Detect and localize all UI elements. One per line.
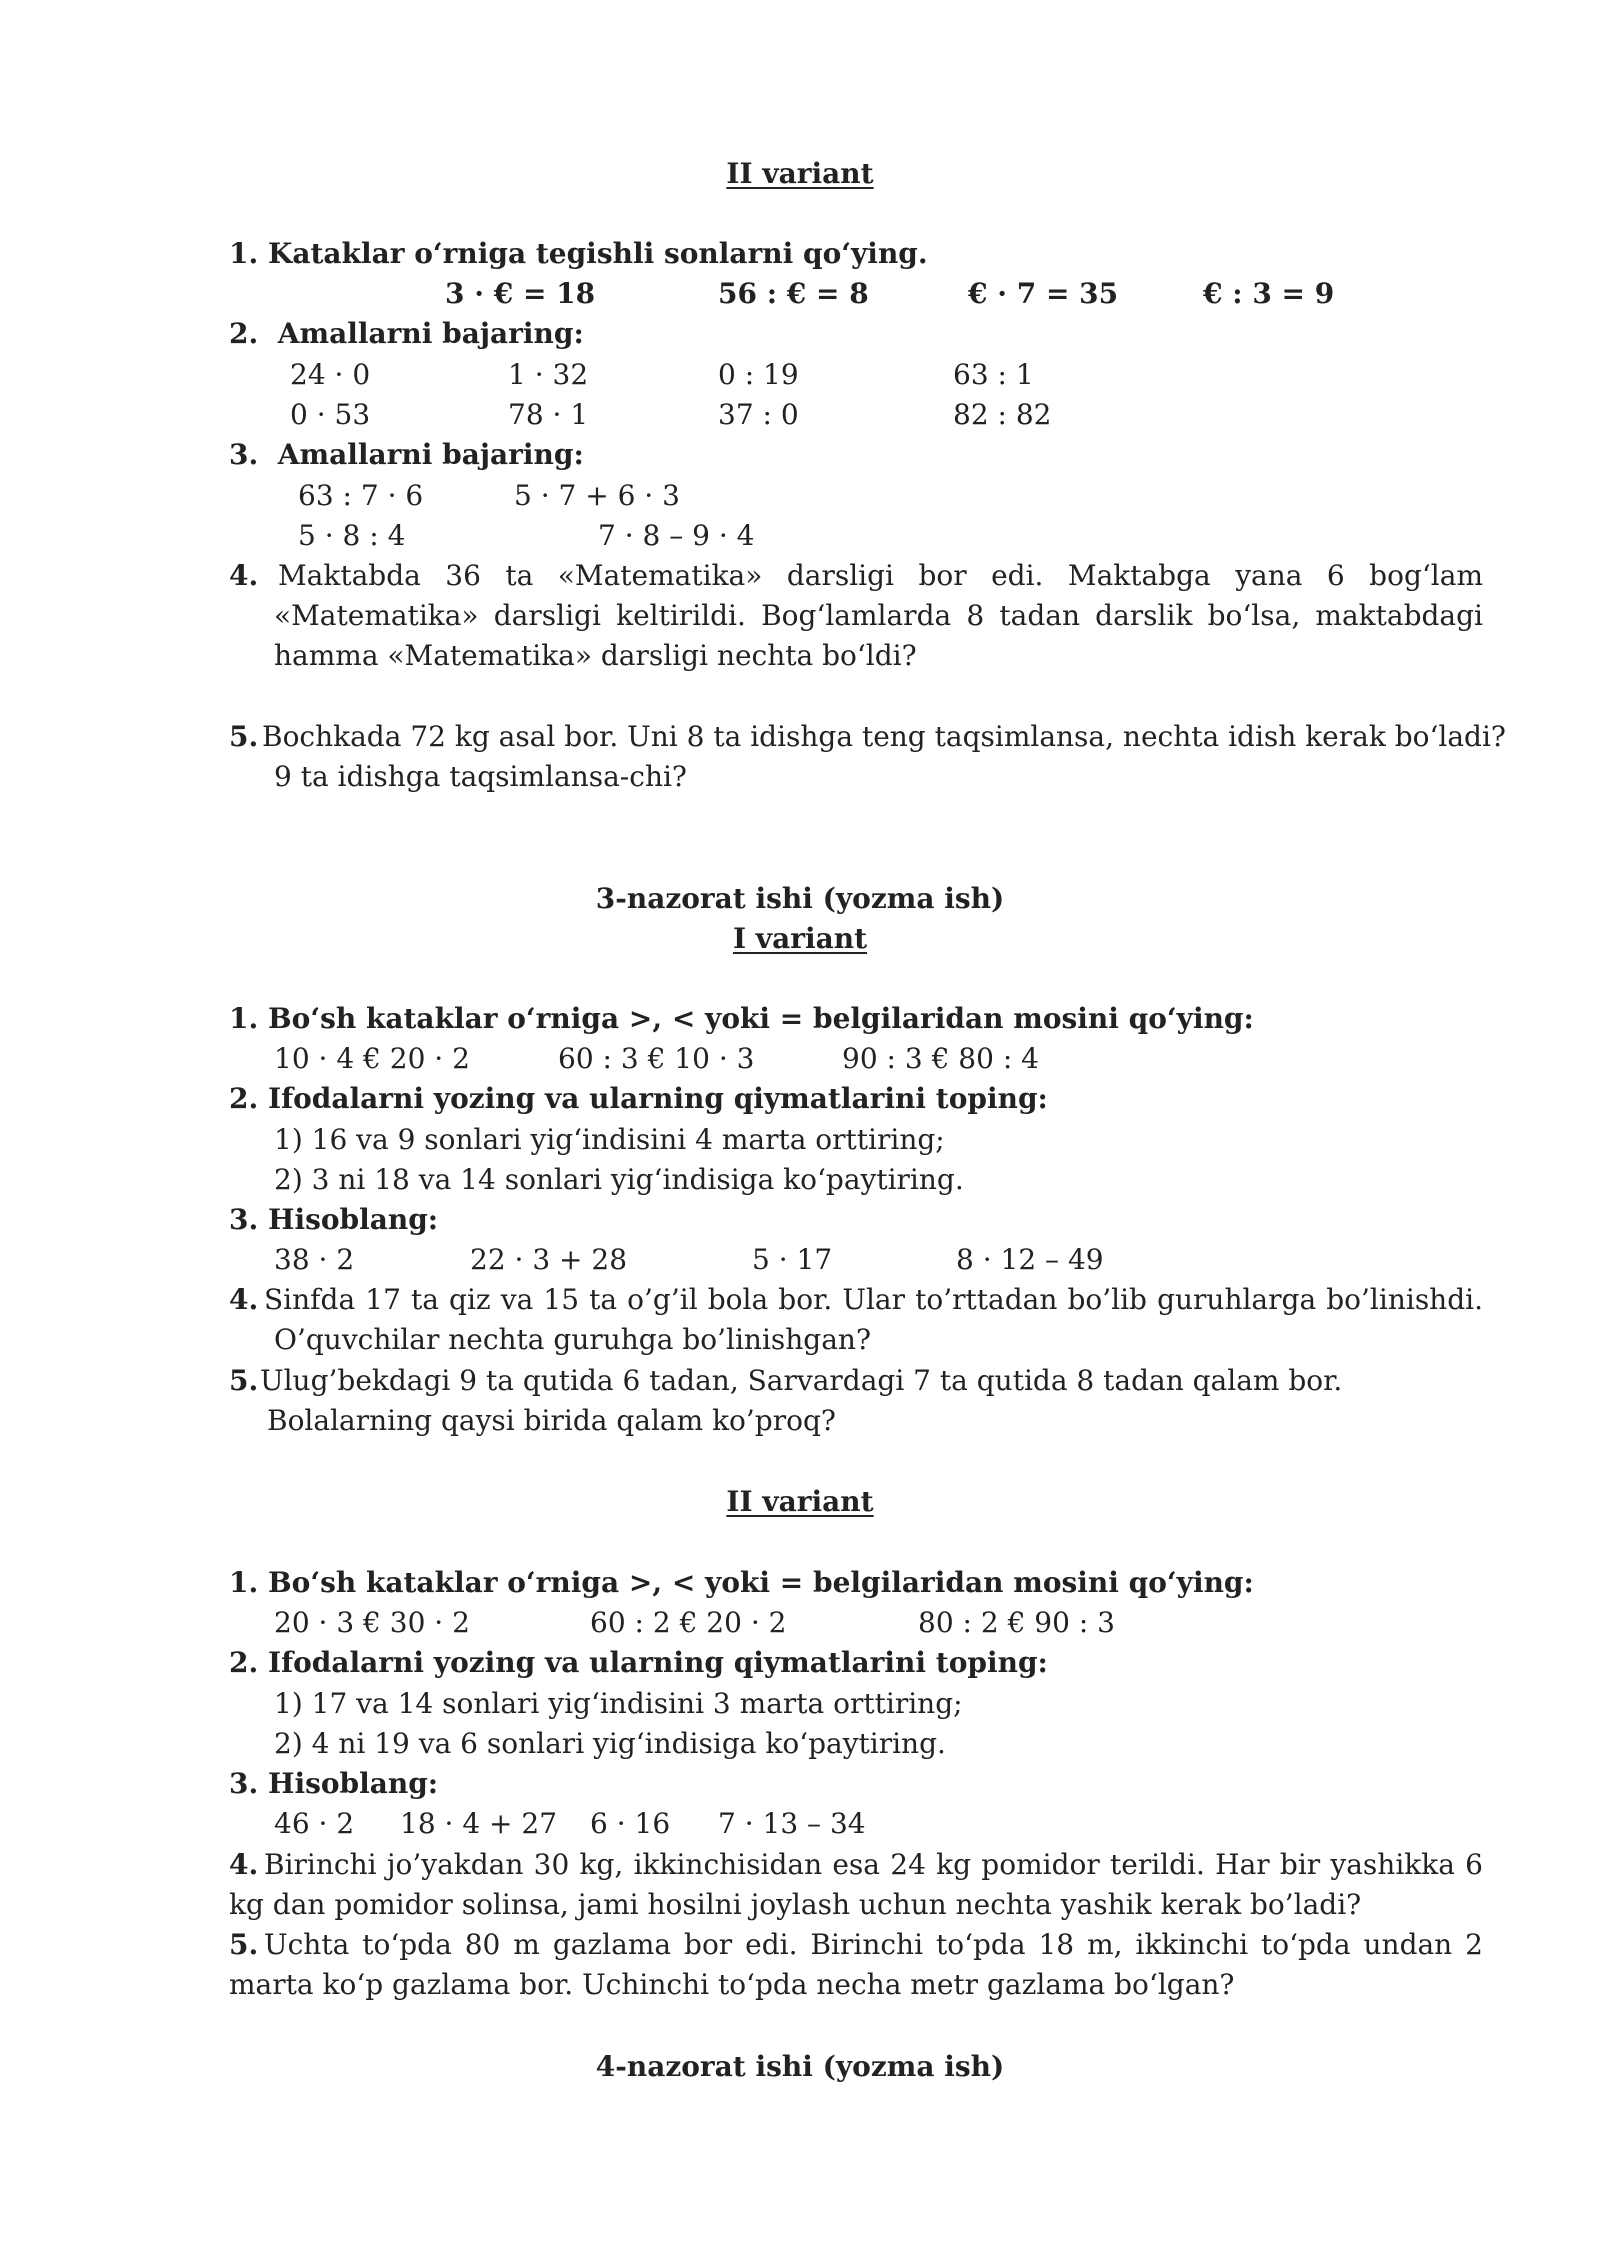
variant-heading: I variant — [732, 922, 868, 955]
task-text: Hisoblang: — [267, 1203, 439, 1236]
task-number: 1. — [229, 1002, 259, 1035]
task-text-line: 9 ta idishga taqsimlansa-chi? — [274, 760, 687, 793]
expression: € : 3 = 9 — [1203, 277, 1335, 310]
comparison: 10 · 4 € 20 · 2 — [274, 1042, 470, 1075]
task-number: 3. — [229, 1203, 259, 1236]
subtask: 1) 17 va 14 sonlari yig‘indisini 3 marta orttiring; — [274, 1687, 963, 1720]
expression: 5 · 7 + 6 · 3 — [514, 479, 680, 512]
task-number: 4. — [229, 1283, 259, 1316]
task-number: 4. — [229, 559, 259, 592]
expression: 0 · 53 — [290, 398, 371, 431]
task-text: Amallarni bajaring: — [277, 317, 584, 350]
task-number: 1. — [229, 1566, 259, 1599]
expression: 82 : 82 — [953, 398, 1052, 431]
task-number: 2. — [229, 317, 259, 350]
task-3 — [229, 1764, 438, 1804]
expression: 63 : 1 — [953, 358, 1034, 391]
expression: 56 : € = 8 — [718, 277, 869, 310]
expression: 78 · 1 — [508, 398, 589, 431]
task-number: 5. — [229, 1928, 259, 1961]
task-text-line: Sinfda 17 ta qiz va 15 ta o’g’il bola bor. Ular to’rttadan bo’lib guruhlarga bo’linishdi. — [264, 1283, 1483, 1316]
task-1 — [229, 234, 928, 274]
section-title: 3-nazorat ishi (yozma ish) — [595, 882, 1005, 915]
expression: 5 · 8 : 4 — [298, 519, 406, 552]
expression: 46 · 2 — [274, 1807, 355, 1840]
task-2 — [229, 314, 584, 354]
task-text-line: Birinchi jo’yakdan 30 kg, ikkinchisidan esa 24 kg pomidor terildi. Har bir yashikka 6 — [264, 1848, 1483, 1881]
variant-heading: II variant — [726, 1485, 874, 1518]
task-text: Ifodalarni yozing va ularning qiymatlarini toping: — [267, 1646, 1048, 1679]
expression: 6 · 16 — [590, 1807, 671, 1840]
task-1 — [229, 999, 1254, 1039]
task-text-line: Bochkada 72 kg asal bor. Uni 8 ta idishga teng taqsimlansa, nechta idish kerak bo‘ladi? — [262, 720, 1506, 753]
task-3 — [229, 1200, 438, 1240]
task-text: Ifodalarni yozing va ularning qiymatlarini toping: — [267, 1082, 1048, 1115]
task-text: Amallarni bajaring: — [277, 438, 584, 471]
expression: 8 · 12 – 49 — [956, 1243, 1104, 1276]
task-text-line: O’quvchilar nechta guruhga bo’linishgan? — [274, 1323, 871, 1356]
task-3 — [229, 435, 584, 475]
comparison: 80 : 2 € 90 : 3 — [918, 1606, 1115, 1639]
task-text-line: kg dan pomidor solinsa, jami hosilni joylash uchun nechta yashik kerak bo’ladi? — [229, 1888, 1362, 1921]
expression: 37 : 0 — [718, 398, 799, 431]
task-number: 2. — [229, 1646, 259, 1679]
task-number: 5. — [229, 1364, 259, 1397]
expression: 24 · 0 — [290, 358, 371, 391]
expression: 7 · 8 – 9 · 4 — [598, 519, 755, 552]
task-text: Kataklar o‘rniga tegishli sonlarni qo‘ying. — [267, 237, 928, 270]
subtask: 2) 3 ni 18 va 14 sonlari yig‘indisiga ko‘paytiring. — [274, 1163, 964, 1196]
task-text-line: marta ko‘p gazlama bor. Uchinchi to‘pda necha metr gazlama bo‘lgan? — [229, 1968, 1235, 2001]
expression: € · 7 = 35 — [968, 277, 1119, 310]
task-2 — [229, 1079, 1048, 1119]
expression: 18 · 4 + 27 — [400, 1807, 558, 1840]
task-number: 3. — [229, 1767, 259, 1800]
expression: 0 : 19 — [718, 358, 799, 391]
comparison: 90 : 3 € 80 : 4 — [842, 1042, 1039, 1075]
expression: 5 · 17 — [752, 1243, 833, 1276]
task-number: 2. — [229, 1082, 259, 1115]
section-title: 4-nazorat ishi (yozma ish) — [595, 2050, 1005, 2083]
task-text-line: hamma «Matematika» darsligi nechta bo‘ldi? — [274, 639, 917, 672]
variant-heading: II variant — [726, 157, 874, 190]
expression: 38 · 2 — [274, 1243, 355, 1276]
comparison: 60 : 3 € 10 · 3 — [558, 1042, 755, 1075]
expression: 63 : 7 · 6 — [298, 479, 424, 512]
task-text: Bo‘sh kataklar o‘rniga >, < yoki = belgilaridan mosini qo‘ying: — [267, 1002, 1254, 1035]
task-text-line: Uchta to‘pda 80 m gazlama bor edi. Birinchi to‘pda 18 m, ikkinchi to‘pda undan 2 — [264, 1928, 1483, 1961]
expression: 7 · 13 – 34 — [718, 1807, 866, 1840]
comparison: 60 : 2 € 20 · 2 — [590, 1606, 787, 1639]
expression: 3 · € = 18 — [445, 277, 596, 310]
task-text-line: Bolalarning qaysi birida qalam ko’proq? — [267, 1404, 836, 1437]
task-text-line: Ulug’bekdagi 9 ta qutida 6 tadan, Sarvardagi 7 ta qutida 8 tadan qalam bor. — [260, 1364, 1343, 1397]
comparison: 20 · 3 € 30 · 2 — [274, 1606, 470, 1639]
expression: 1 · 32 — [508, 358, 589, 391]
task-text-line: «Matematika» darsligi keltirildi. Bog‘lamlarda 8 tadan darslik bo‘lsa, maktabdagi — [274, 599, 1483, 632]
expression: 22 · 3 + 28 — [470, 1243, 628, 1276]
subtask: 2) 4 ni 19 va 6 sonlari yig‘indisiga ko‘paytiring. — [274, 1727, 946, 1760]
task-2 — [229, 1643, 1048, 1683]
task-text: Hisoblang: — [267, 1767, 439, 1800]
task-text-line: Maktabda 36 ta «Matematika» darsligi bor edi. Maktabga yana 6 bog‘lam — [278, 559, 1483, 592]
task-number: 1. — [229, 237, 259, 270]
subtask: 1) 16 va 9 sonlari yig‘indisini 4 marta orttiring; — [274, 1123, 945, 1156]
task-1 — [229, 1563, 1254, 1603]
task-number: 4. — [229, 1848, 259, 1881]
task-text: Bo‘sh kataklar o‘rniga >, < yoki = belgilaridan mosini qo‘ying: — [267, 1566, 1254, 1599]
task-number: 3. — [229, 438, 259, 471]
task-number: 5. — [229, 720, 259, 753]
